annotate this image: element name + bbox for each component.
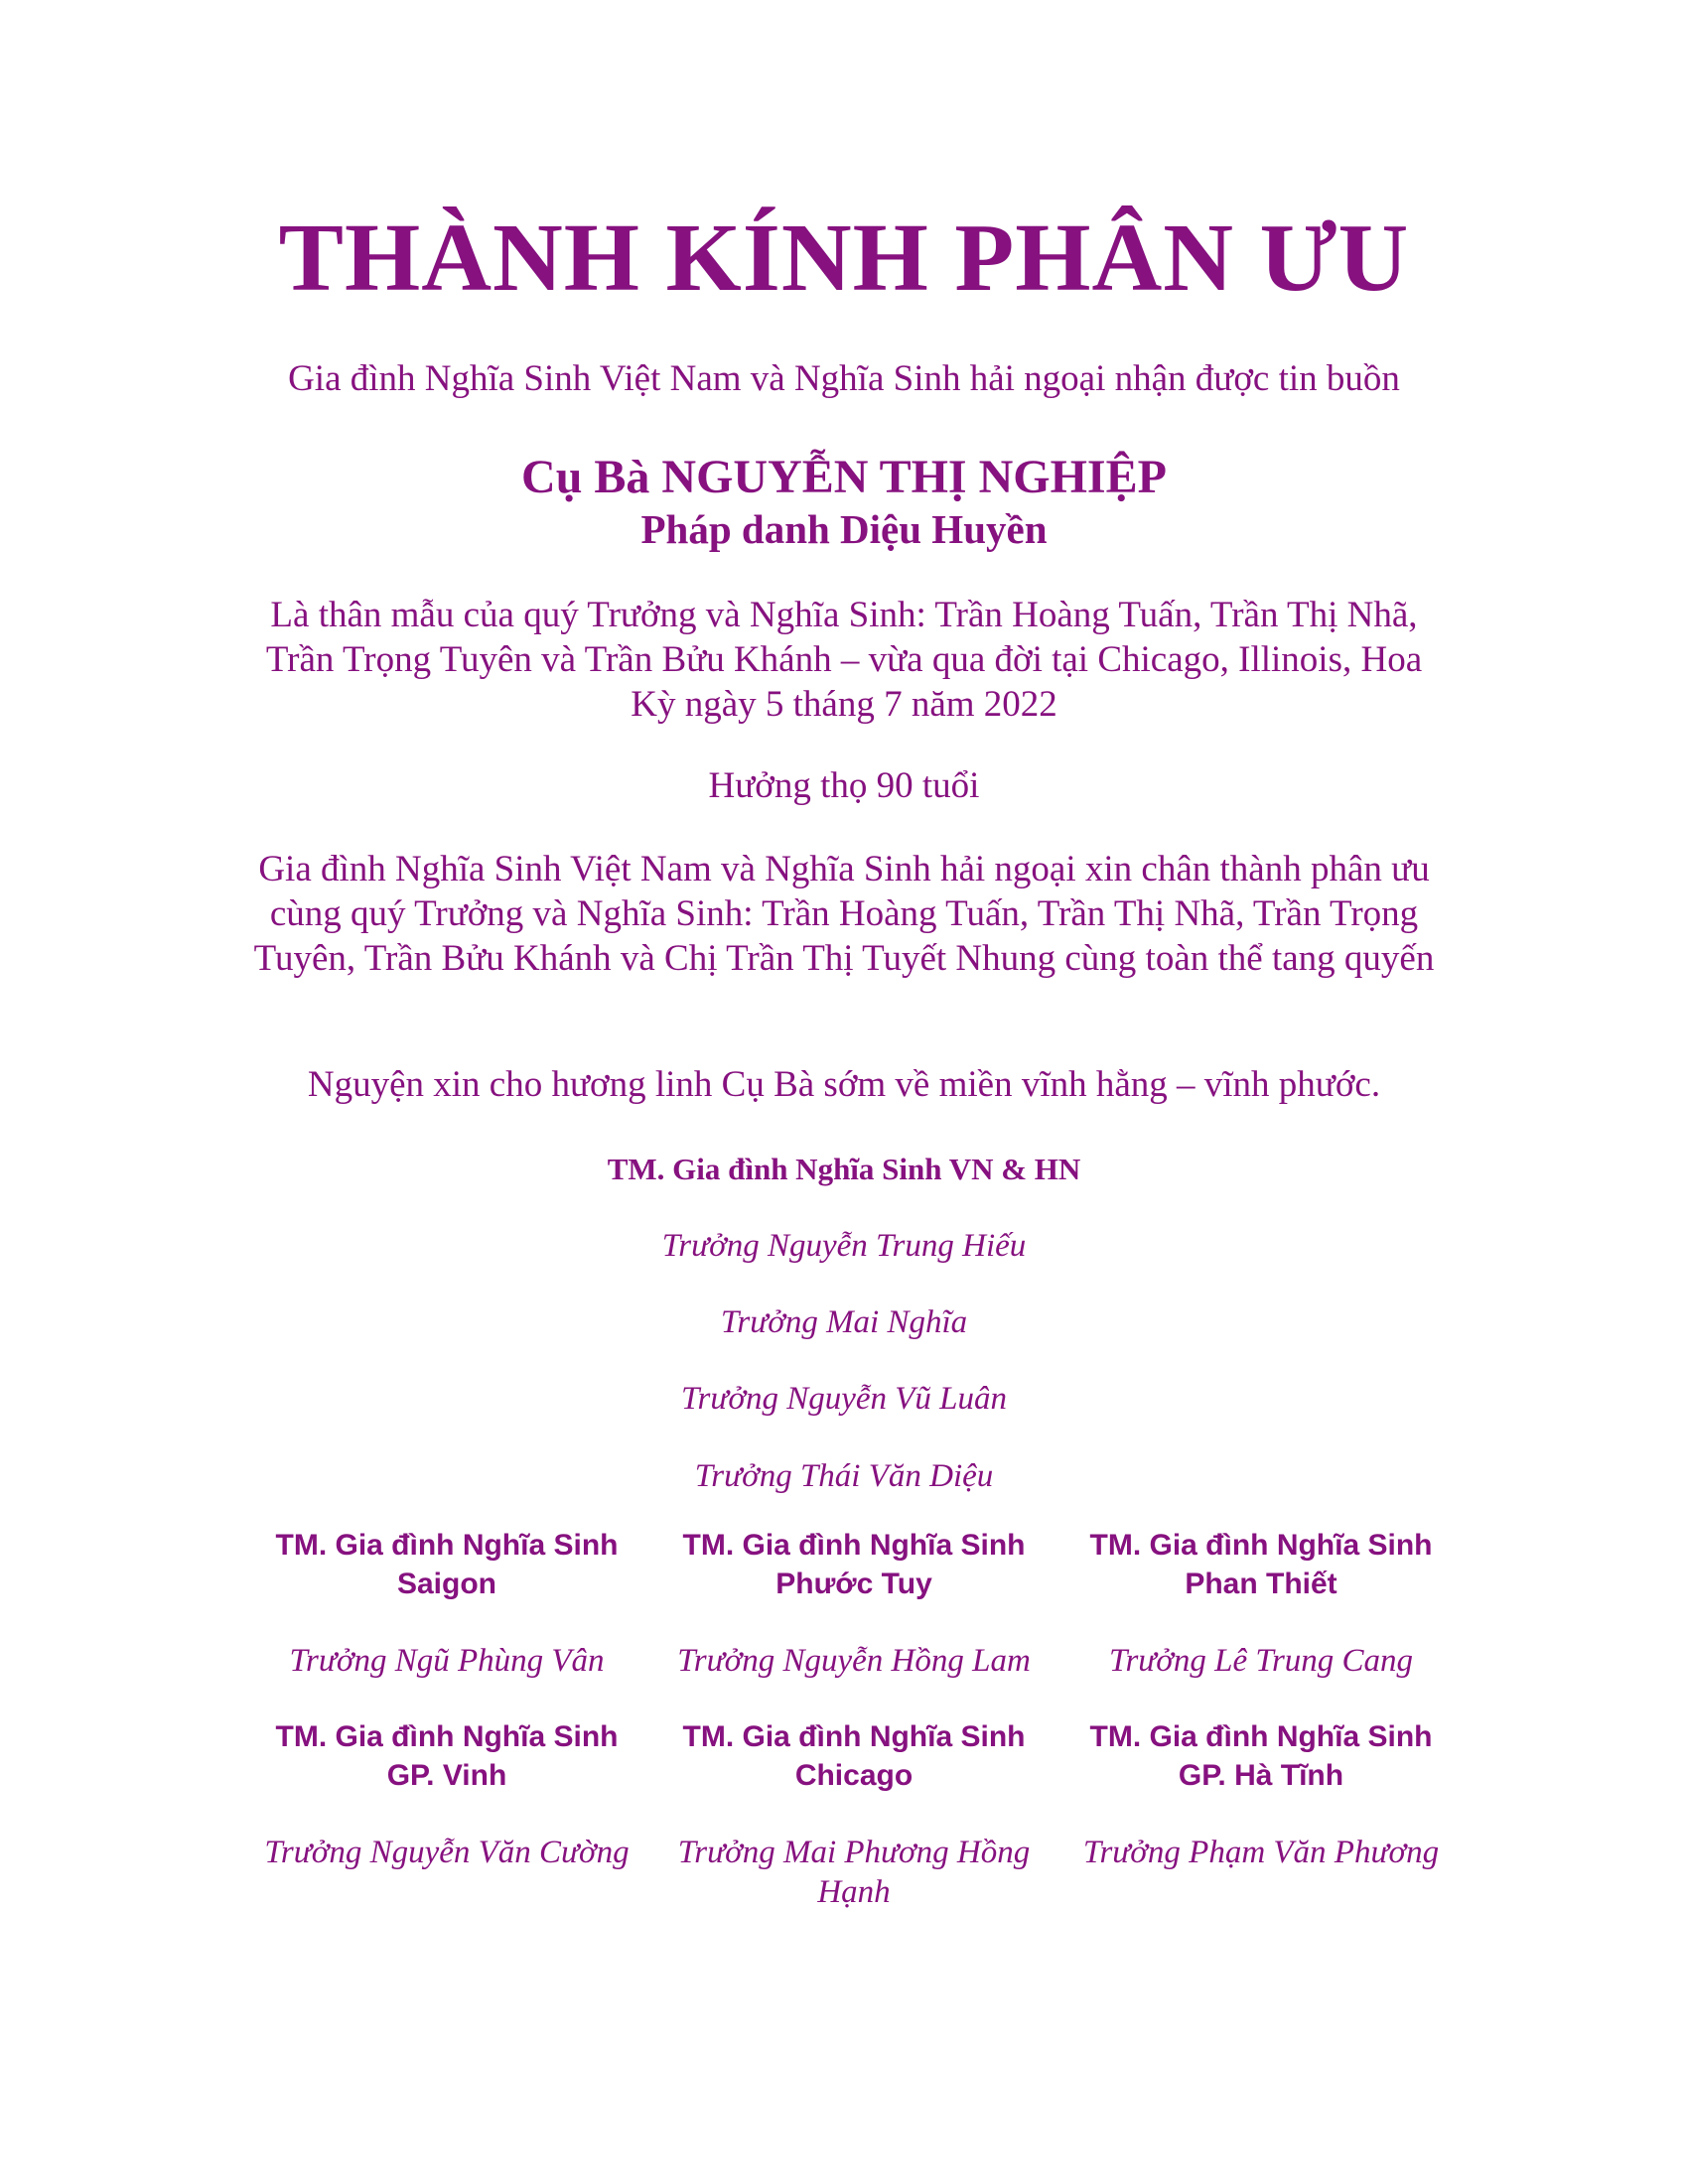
branch-leader: Trưởng Ngũ Phùng Vân bbox=[289, 1643, 605, 1679]
age-text: Hưởng thọ 90 tuổi bbox=[708, 765, 980, 806]
branch-org-line2: GP. Hà Tĩnh bbox=[1178, 1759, 1344, 1792]
branch-leader: Trưởng Phạm Văn Phương bbox=[1082, 1835, 1440, 1870]
deceased-name: Cụ Bà NGUYỄN THỊ NGHIỆP bbox=[521, 451, 1167, 503]
branch-signatory bbox=[655, 1526, 1053, 1681]
branch-org-line1: TM. Gia đình Nghĩa Sinh bbox=[275, 1529, 619, 1562]
branch-org-line2: GP. Vinh bbox=[386, 1759, 507, 1792]
main-leader: Trưởng Thái Văn Diệu bbox=[694, 1458, 994, 1494]
description-text: Là thân mẫu của quý Trưởng và Nghĩa Sinh: Trần Hoàng Tuấn, Trần Thị Nhã, Trần Trọng Tuyên và Trần Bửu Khánh – vừa qua đời tại Chicago, Illinois, Hoa Kỳ ngày 5 tháng 7 năm 2022 bbox=[265, 595, 1423, 725]
branch-signatory bbox=[1062, 1526, 1460, 1681]
branch-signatory bbox=[248, 1717, 645, 1872]
branch-org-line1: TM. Gia đình Nghĩa Sinh bbox=[682, 1529, 1026, 1562]
main-signatory-org: TM. Gia đình Nghĩa Sinh VN & HN bbox=[607, 1152, 1081, 1186]
branch-leader: Trưởng Nguyễn Văn Cường bbox=[264, 1835, 630, 1870]
branch-org-line2: Saigon bbox=[396, 1568, 496, 1600]
wish-text: Nguyện xin cho hương linh Cụ Bà sớm về miền vĩnh hằng – vĩnh phước. bbox=[307, 1064, 1381, 1105]
branch-org-line1: TM. Gia đình Nghĩa Sinh bbox=[1089, 1529, 1433, 1562]
notice-title: THÀNH KÍNH PHÂN ƯU bbox=[278, 205, 1410, 312]
dharma-name: Pháp danh Diệu Huyền bbox=[640, 506, 1048, 552]
branch-org-line2: Phước Tuy bbox=[775, 1568, 932, 1600]
branch-org-line2: Chicago bbox=[794, 1759, 914, 1792]
branch-org-line2: Phan Thiết bbox=[1185, 1568, 1337, 1600]
branch-signatory bbox=[655, 1717, 1053, 1912]
main-leader: Trưởng Nguyễn Vũ Luân bbox=[680, 1381, 1008, 1417]
condolence-text: Gia đình Nghĩa Sinh Việt Nam và Nghĩa Sinh hải ngoại xin chân thành phân ưu cùng quý Trưởng và Nghĩa Sinh: Trần Hoàng Tuấn, Trần Thị Nhã, Trần Trọng Tuyên, Trần Bửu Khánh và Chị Trần Thị Tuyết Nhung cùng toàn thể tang quyến bbox=[253, 849, 1435, 979]
branch-leader: Trưởng Nguyễn Hồng Lam bbox=[677, 1643, 1031, 1679]
branch-leader: Trưởng Lê Trung Cang bbox=[1108, 1643, 1414, 1679]
branch-signatory bbox=[248, 1526, 645, 1681]
intro-text: Gia đình Nghĩa Sinh Việt Nam và Nghĩa Sinh hải ngoại nhận được tin buồn bbox=[288, 358, 1400, 399]
branch-org-line1: TM. Gia đình Nghĩa Sinh bbox=[275, 1720, 619, 1753]
branch-signatory bbox=[1062, 1717, 1460, 1872]
main-leader: Trưởng Nguyễn Trung Hiếu bbox=[661, 1228, 1027, 1264]
main-leader: Trưởng Mai Nghĩa bbox=[720, 1304, 968, 1340]
branch-org-line1: TM. Gia đình Nghĩa Sinh bbox=[1089, 1720, 1433, 1753]
branch-leader: Trưởng Mai Phương Hồng Hạnh bbox=[677, 1835, 1031, 1910]
branch-org-line1: TM. Gia đình Nghĩa Sinh bbox=[682, 1720, 1026, 1753]
